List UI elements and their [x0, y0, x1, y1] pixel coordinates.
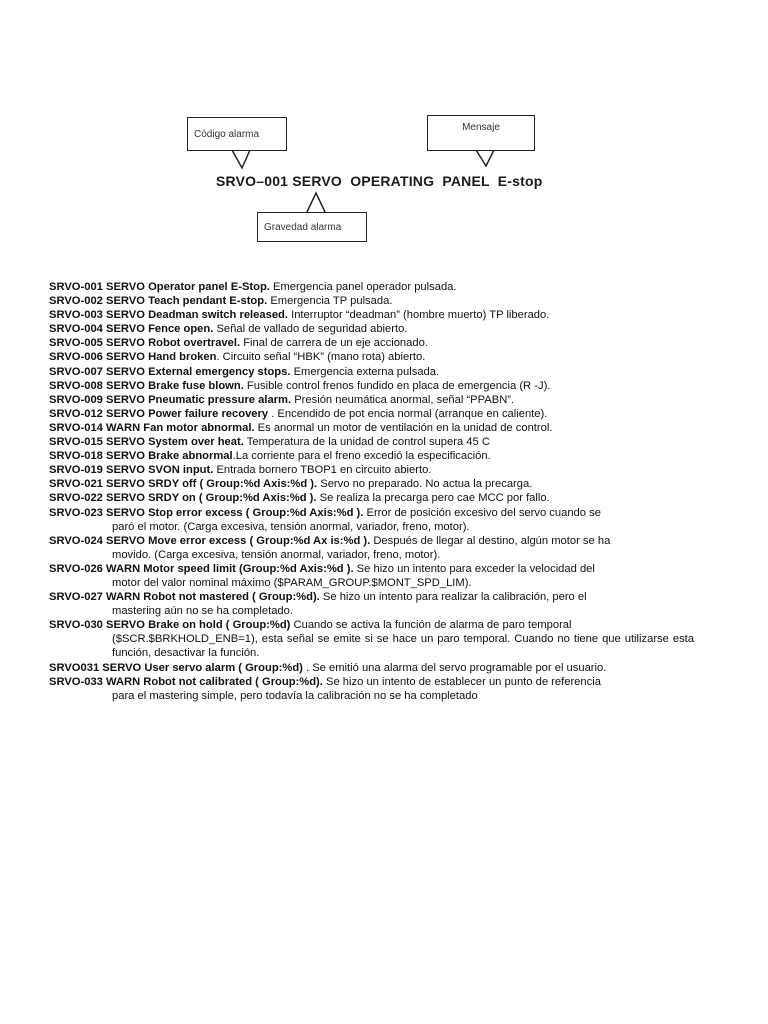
alarm-entry: [49, 449, 694, 463]
alarm-description: . Circuito señal “HBK” (mano rota) abierto.: [216, 351, 426, 364]
callout-mensaje: [427, 115, 535, 151]
alarm-code: SRVO-018 SERVO Brake abnormal: [49, 450, 233, 463]
alarm-code: SRVO-033 WARN Robot not calibrated ( Group:%d).: [49, 675, 323, 688]
alarm-code: SRVO-015 SERVO System over heat.: [49, 436, 244, 449]
alarm-description: Entrada bornero TBOP1 en circuito abierto.: [213, 464, 432, 477]
alarm-description: Final de carrera de un eje accionado.: [240, 337, 428, 350]
alarm-description: Emergencia externa pulsada.: [290, 365, 440, 378]
alarm-entry: [49, 308, 694, 322]
alarm-entry: [49, 336, 694, 350]
alarm-code: SRVO-022 SERVO SRDY on ( Group:%d Axis:%d ).: [49, 492, 317, 505]
callout-gravedad-alarma: [257, 212, 367, 242]
alarm-entry: [49, 491, 694, 505]
alarm-code: SRVO-001 SERVO Operator panel E-Stop.: [49, 281, 270, 293]
alarm-code: SRVO-009 SERVO Pneumatic pressure alarm.: [49, 393, 292, 406]
alarm-code: SRVO-004 SERVO Fence open.: [49, 323, 214, 336]
alarm-entry: [49, 562, 694, 590]
alarm-entry: [49, 393, 694, 407]
callout-codigo-alarma: [187, 117, 287, 151]
callout-codigo-label: Código alarma: [194, 128, 260, 140]
alarm-entry: [49, 421, 694, 435]
alarm-entry: [49, 506, 694, 534]
alarm-description-continued: ($SCR.$BRKHOLD_ENB=1), esta señal se emite si se hace un paro temporal. Cuando no tiene que utilizarse esta función, desactivar la función.: [112, 633, 694, 660]
alarm-code: SRVO-007 SERVO External emergency stops.: [49, 365, 291, 378]
alarm-description-continued: motor del valor nominal máximo ($PARAM_GROUP.$MONT_SPD_LIM).: [112, 576, 472, 589]
alarm-entry: [49, 590, 694, 618]
callout-mensaje-label: Mensaje: [462, 122, 500, 133]
alarm-description: Interruptor “deadman” (hombre muerto) TP liberado.: [287, 309, 550, 322]
alarm-description-continued: movido. (Carga excesiva, tensión anormal, variador, freno, motor).: [112, 548, 441, 561]
alarm-entry: [49, 365, 694, 379]
alarm-code: SRVO-014 WARN Fan motor abnormal.: [49, 421, 255, 434]
alarm-description: Se hizo un intento de establecer un punto de referencia: [322, 675, 601, 688]
alarm-description: Temperatura de la unidad de control supera 45 C: [243, 436, 490, 449]
callout-pointers: [0, 0, 768, 270]
alarm-description: .La corriente para el freno excedió la especificación.: [232, 450, 491, 463]
alarm-code: SRVO-019 SERVO SVON input.: [49, 464, 214, 477]
alarm-entry: [49, 280, 694, 294]
alarm-entry: [49, 407, 694, 421]
alarm-entry: [49, 463, 694, 477]
alarm-code: SRVO-026 WARN Motor speed limit (Group:%d Axis:%d ).: [49, 562, 354, 575]
alarm-code: SRVO-027 WARN Robot not mastered ( Group:%d).: [49, 591, 320, 604]
alarm-entry: [49, 618, 694, 660]
alarm-code: SRVO-024 SERVO Move error excess ( Group:%d Ax is:%d ).: [49, 534, 371, 547]
alarm-entry: [49, 534, 694, 562]
alarm-code: SRVO-003 SERVO Deadman switch released.: [49, 309, 288, 322]
alarm-description-continued: mastering aún no se ha completado.: [112, 605, 293, 618]
alarm-list: [49, 280, 694, 703]
alarm-entry: [49, 294, 694, 308]
alarm-description: . Se emitió una alarma del servo programable por el usuario.: [302, 661, 607, 674]
alarm-description: Presión neumática anormal, señal “PPABN”.: [291, 393, 515, 406]
alarm-description-continued: para el mastering simple, pero todavía la calibración no se ha completado: [112, 689, 478, 702]
alarm-description: . Encendido de pot encia normal (arranque en caliente).: [268, 407, 548, 420]
alarm-description: Cuando se activa la función de alarma de paro temporal: [290, 619, 572, 632]
alarm-code: SRVO-012 SERVO Power failure recovery: [49, 407, 269, 420]
alarm-description: Señal de vallado de seguridad abierto.: [213, 323, 408, 336]
alarm-entry: [49, 379, 694, 393]
alarm-code: SRVO-002 SERVO Teach pendant E-stop.: [49, 295, 268, 308]
alarm-code: SRVO-006 SERVO Hand broken: [49, 351, 217, 364]
alarm-code: SRVO-023 SERVO Stop error excess ( Group:%d Axis:%d ).: [49, 506, 364, 519]
alarm-entry: [49, 477, 694, 491]
alarm-code: SRVO-021 SERVO SRDY off ( Group:%d Axis:%d ).: [49, 478, 318, 491]
alarm-format-diagram: [0, 0, 768, 270]
alarm-description: Emergencia TP pulsada.: [267, 295, 393, 308]
alarm-entry: [49, 322, 694, 336]
alarm-code: SRVO-030 SERVO Brake on hold ( Group:%d): [49, 619, 291, 632]
alarm-example-headline: SRVO–001 SERVO OPERATING PANEL E-stop: [216, 173, 543, 189]
alarm-code: SRVO-005 SERVO Robot overtravel.: [49, 337, 241, 350]
alarm-description: Es anormal un motor de ventilación en la unidad de control.: [254, 421, 553, 434]
alarm-description: Se realiza la precarga pero cae MCC por fallo.: [316, 492, 550, 505]
alarm-code: SRVO031 SERVO User servo alarm ( Group:%d): [49, 661, 303, 674]
alarm-description: Fusible control frenos fundido en placa de emergencia (R -J).: [243, 379, 551, 392]
alarm-description: Emergencia panel operador pulsada.: [269, 281, 457, 293]
alarm-entry: [49, 350, 694, 364]
alarm-entry: [49, 661, 694, 675]
alarm-description: Servo no preparado. No actua la precarga.: [317, 478, 533, 491]
callout-gravedad-label: Gravedad alarma: [264, 221, 342, 233]
alarm-code: SRVO-008 SERVO Brake fuse blown.: [49, 379, 244, 392]
alarm-description: Error de posición excesivo del servo cuando se: [363, 506, 601, 519]
alarm-description-continued: paró el motor. (Carga excesiva, tensión anormal, variador, freno, motor).: [112, 520, 470, 533]
alarm-description: Se hizo un intento para realizar la calibración, pero el: [319, 591, 587, 604]
alarm-entry: [49, 435, 694, 449]
alarm-description: Después de llegar al destino, algún motor se ha: [370, 534, 611, 547]
alarm-description: Se hizo un intento para exceder la velocidad del: [353, 562, 595, 575]
alarm-entry: [49, 675, 694, 703]
